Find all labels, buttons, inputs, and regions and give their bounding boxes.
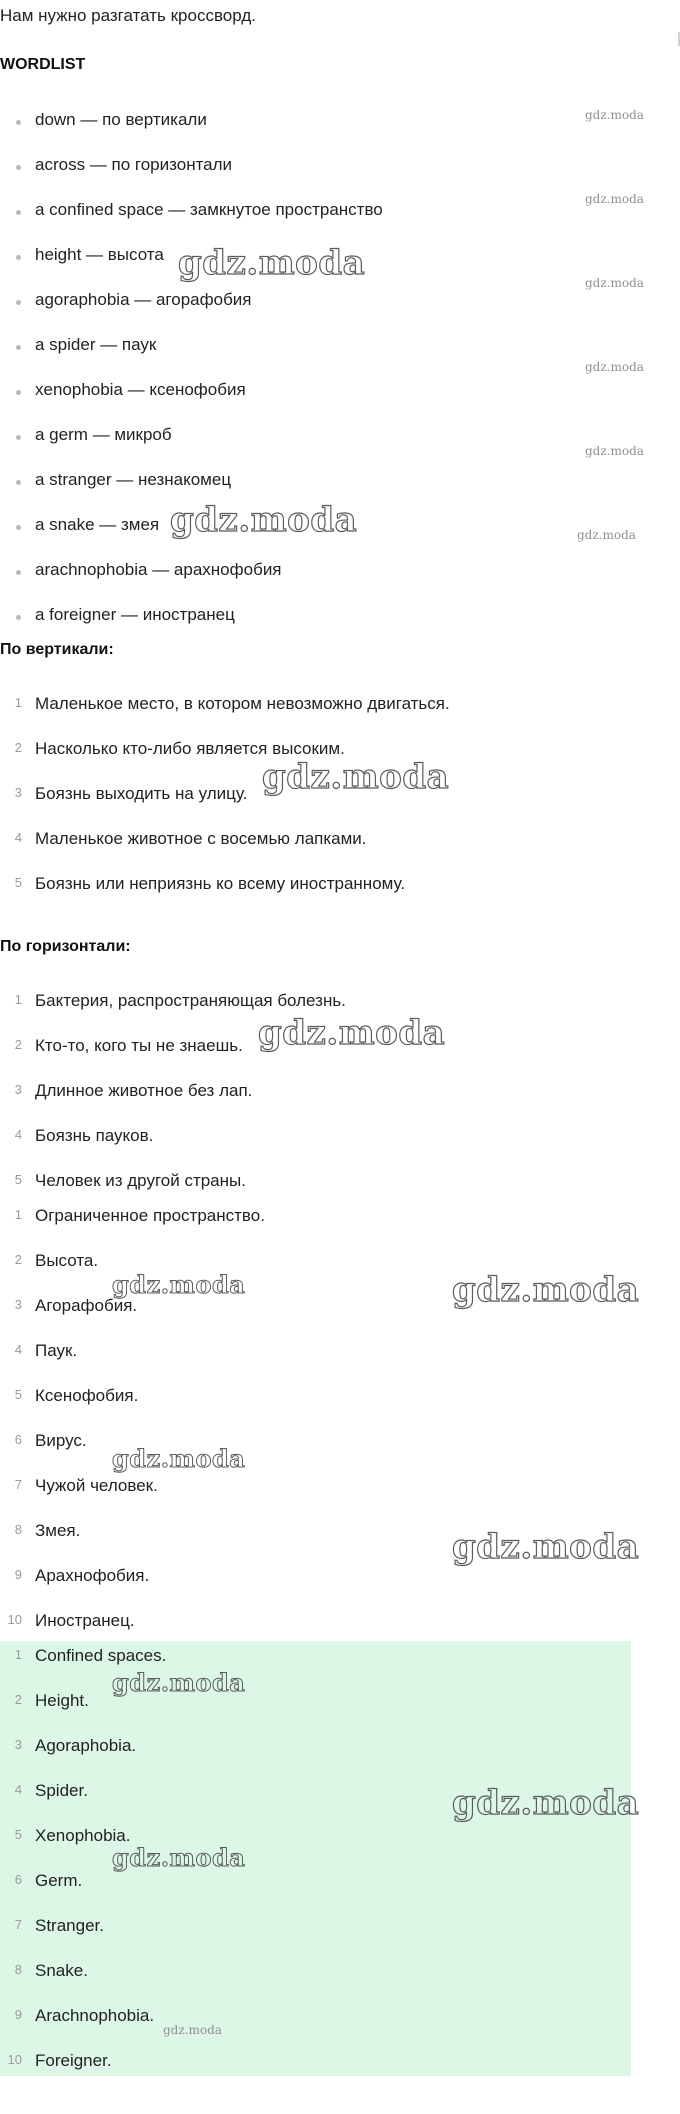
intro-text: Нам нужно разгатать кроссворд. — [0, 6, 256, 25]
bullet-icon — [16, 300, 21, 305]
watermark: gdz.moda — [178, 243, 366, 283]
bullet-icon — [16, 525, 21, 530]
bullet-icon — [16, 345, 21, 350]
watermark: gdz.moda — [163, 2023, 222, 2037]
watermark: gdz.moda — [585, 444, 644, 458]
watermark: gdz.moda — [452, 1783, 640, 1823]
watermark: gdz.moda — [577, 528, 636, 542]
watermark: gdz.moda — [112, 1843, 246, 1872]
down-heading: По вертикали: — [0, 641, 114, 658]
across-heading: По горизонтали: — [0, 938, 131, 955]
bullet-icon — [16, 435, 21, 440]
watermark: gdz.moda — [585, 276, 644, 290]
bullet-icon — [16, 165, 21, 170]
watermark: gdz.moda — [585, 108, 644, 122]
watermark: gdz.moda — [585, 192, 644, 206]
watermark: gdz.moda — [112, 1444, 246, 1473]
watermark: gdz.moda — [452, 1527, 640, 1567]
wordlist-heading: WORDLIST — [0, 56, 86, 73]
bullet-icon — [16, 120, 21, 125]
watermark: gdz.moda — [112, 1668, 246, 1697]
watermark: gdz.moda — [112, 1270, 246, 1299]
bullet-icon — [16, 255, 21, 260]
bullet-icon — [16, 390, 21, 395]
bullet-icon — [16, 570, 21, 575]
watermark: gdz.moda — [262, 757, 450, 797]
bullet-icon — [16, 480, 21, 485]
bullet-icon — [16, 210, 21, 215]
watermark: gdz.moda — [452, 1270, 640, 1310]
bullet-icon — [16, 615, 21, 620]
watermark: gdz.moda — [258, 1013, 446, 1053]
watermark: gdz.moda — [585, 360, 644, 374]
watermark: gdz.moda — [170, 500, 358, 540]
